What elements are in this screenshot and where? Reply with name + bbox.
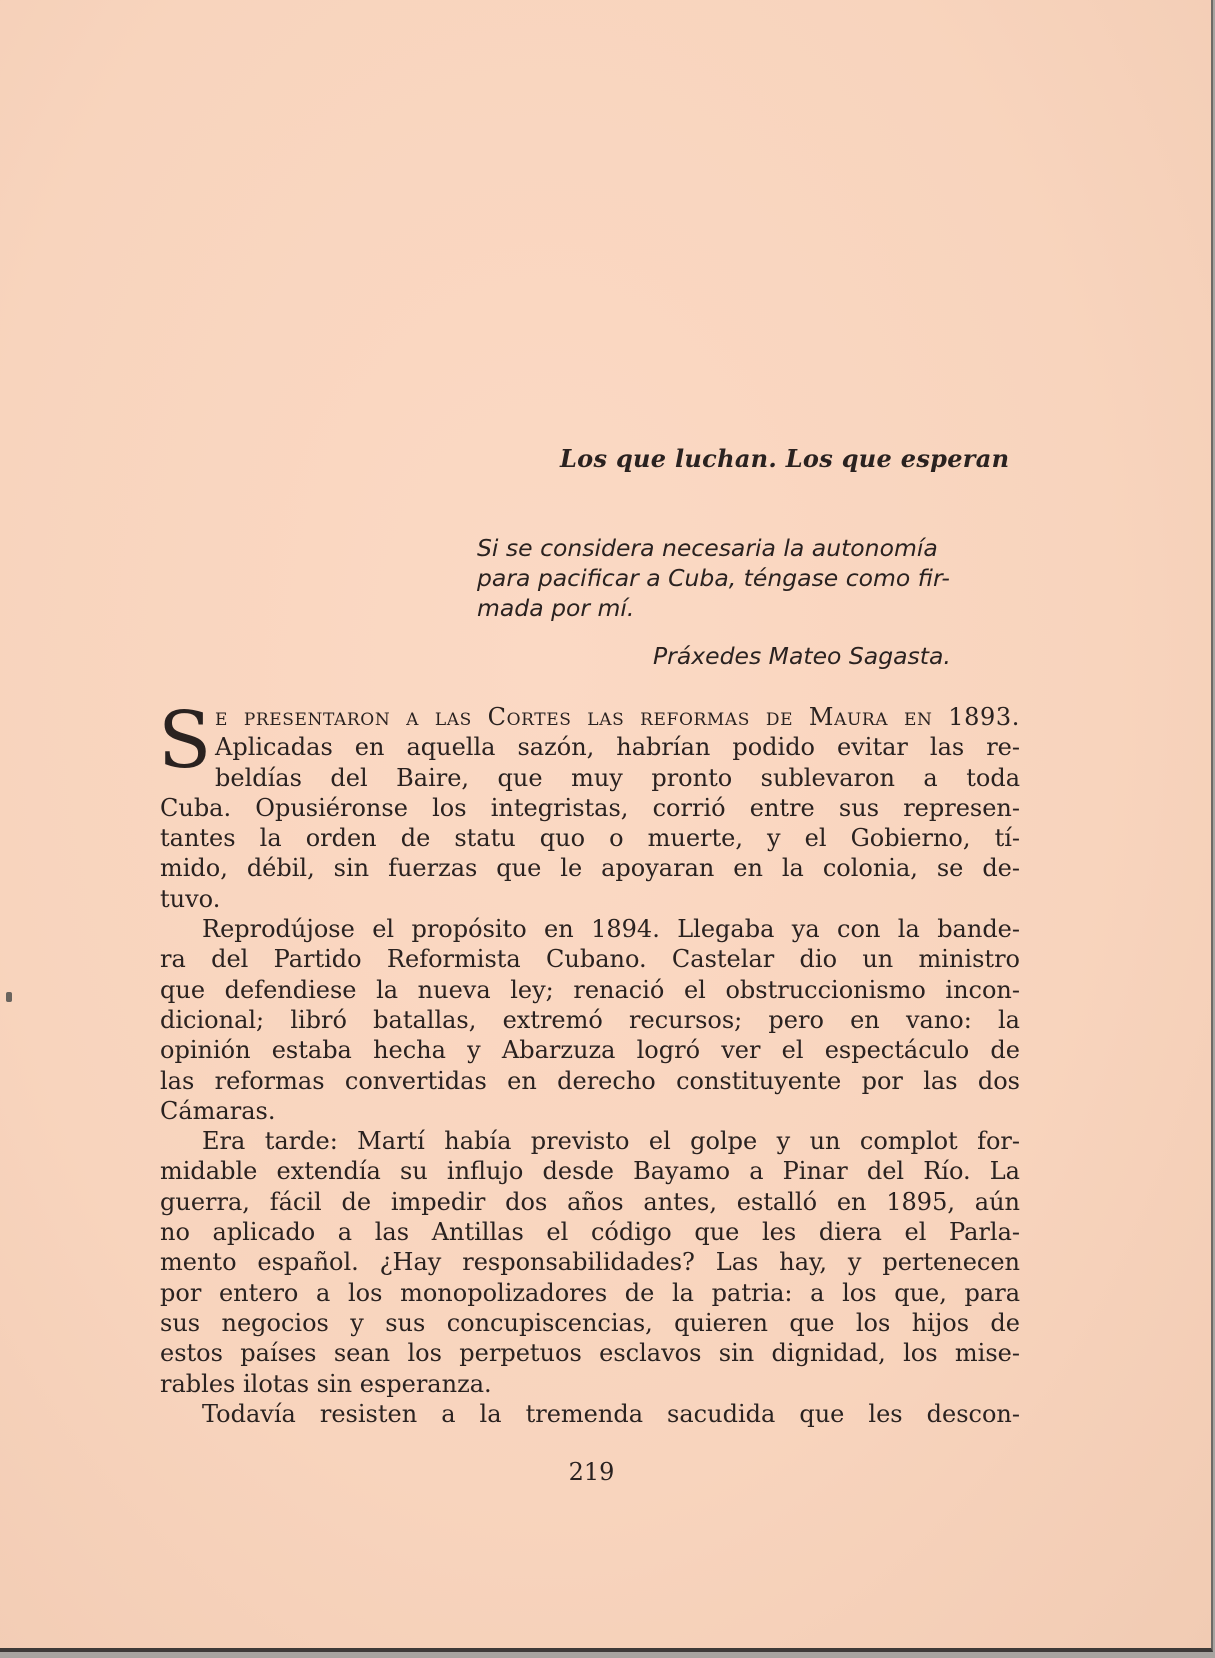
body-line: mento español. ¿Hay responsabilidades? Las hay, y pertenecen xyxy=(160,1248,1020,1277)
body-line: que defendiese la nueva ley; renació el obstruccionismo incon- xyxy=(160,975,1020,1004)
body-line: no aplicado a las Antillas el código que les diera el Parla- xyxy=(160,1218,1020,1247)
paper-speck xyxy=(6,992,12,1002)
body-line: Reprodújose el propósito en 1894. Llegaba ya con la bande- xyxy=(202,915,1020,944)
body-line: Cuba. Opusiéronse los integristas, corrió entre sus represen- xyxy=(160,793,1020,822)
body-line: opinión estaba hecha y Abarzuza logró ver el espectáculo de xyxy=(160,1036,1020,1065)
body-line: rables ilotas sin esperanza. xyxy=(160,1369,492,1398)
body-line: Era tarde: Martí había previsto el golpe y un complot for- xyxy=(202,1127,1020,1156)
body-line: Cámaras. xyxy=(160,1096,276,1125)
body-line: tuvo. xyxy=(160,884,221,913)
body-line: por entero a los monopolizadores de la patria: a los que, para xyxy=(160,1278,1020,1307)
body-line: dicional; libró batallas, extremó recursos; pero en vano: la xyxy=(160,1005,1020,1034)
body-line: sus negocios y sus concupiscencias, quieren que los hijos de xyxy=(160,1308,1020,1337)
body-text xyxy=(158,696,1020,1429)
body-line: las reformas convertidas en derecho constituyente por las dos xyxy=(160,1066,1020,1095)
body-line: e presentaron a las Cortes las reformas de Maura en 1893. xyxy=(215,703,1020,731)
body-line: mido, débil, sin fuerzas que le apoyaran en la colonia, se de- xyxy=(160,854,1020,883)
epigraph-line: para pacificar a Cuba, téngase como fir- xyxy=(477,564,950,592)
epigraph-quote xyxy=(477,533,1017,623)
page-number: 219 xyxy=(568,1458,615,1486)
body-line: beldías del Baire, que muy pronto sublevaron a toda xyxy=(215,763,1020,792)
body-line: Aplicadas en aquella sazón, habrían podido evitar las re- xyxy=(215,733,1020,762)
body-line: tantes la orden de statu quo o muerte, y el Gobierno, tí- xyxy=(160,824,1020,853)
chapter-title: Los que luchan. Los que esperan xyxy=(560,444,1010,473)
epigraph-line: Si se considera necesaria la autonomía xyxy=(477,534,938,562)
body-line: estos países sean los perpetuos esclavos sin dignidad, los mise- xyxy=(160,1339,1020,1368)
body-line: guerra, fácil de impedir dos años antes, estalló en 1895, aún xyxy=(160,1187,1020,1216)
body-line: midable extendía su influjo desde Bayamo a Pinar del Río. La xyxy=(160,1157,1020,1186)
body-line: Todavía resisten a la tremenda sacudida que les descon- xyxy=(202,1399,1020,1428)
epigraph-attribution: Práxedes Mateo Sagasta. xyxy=(653,642,951,670)
epigraph-line: mada por mí. xyxy=(477,594,635,622)
body-line: ra del Partido Reformista Cubano. Castelar dio un ministro xyxy=(160,945,1020,974)
drop-cap: S xyxy=(158,696,212,786)
